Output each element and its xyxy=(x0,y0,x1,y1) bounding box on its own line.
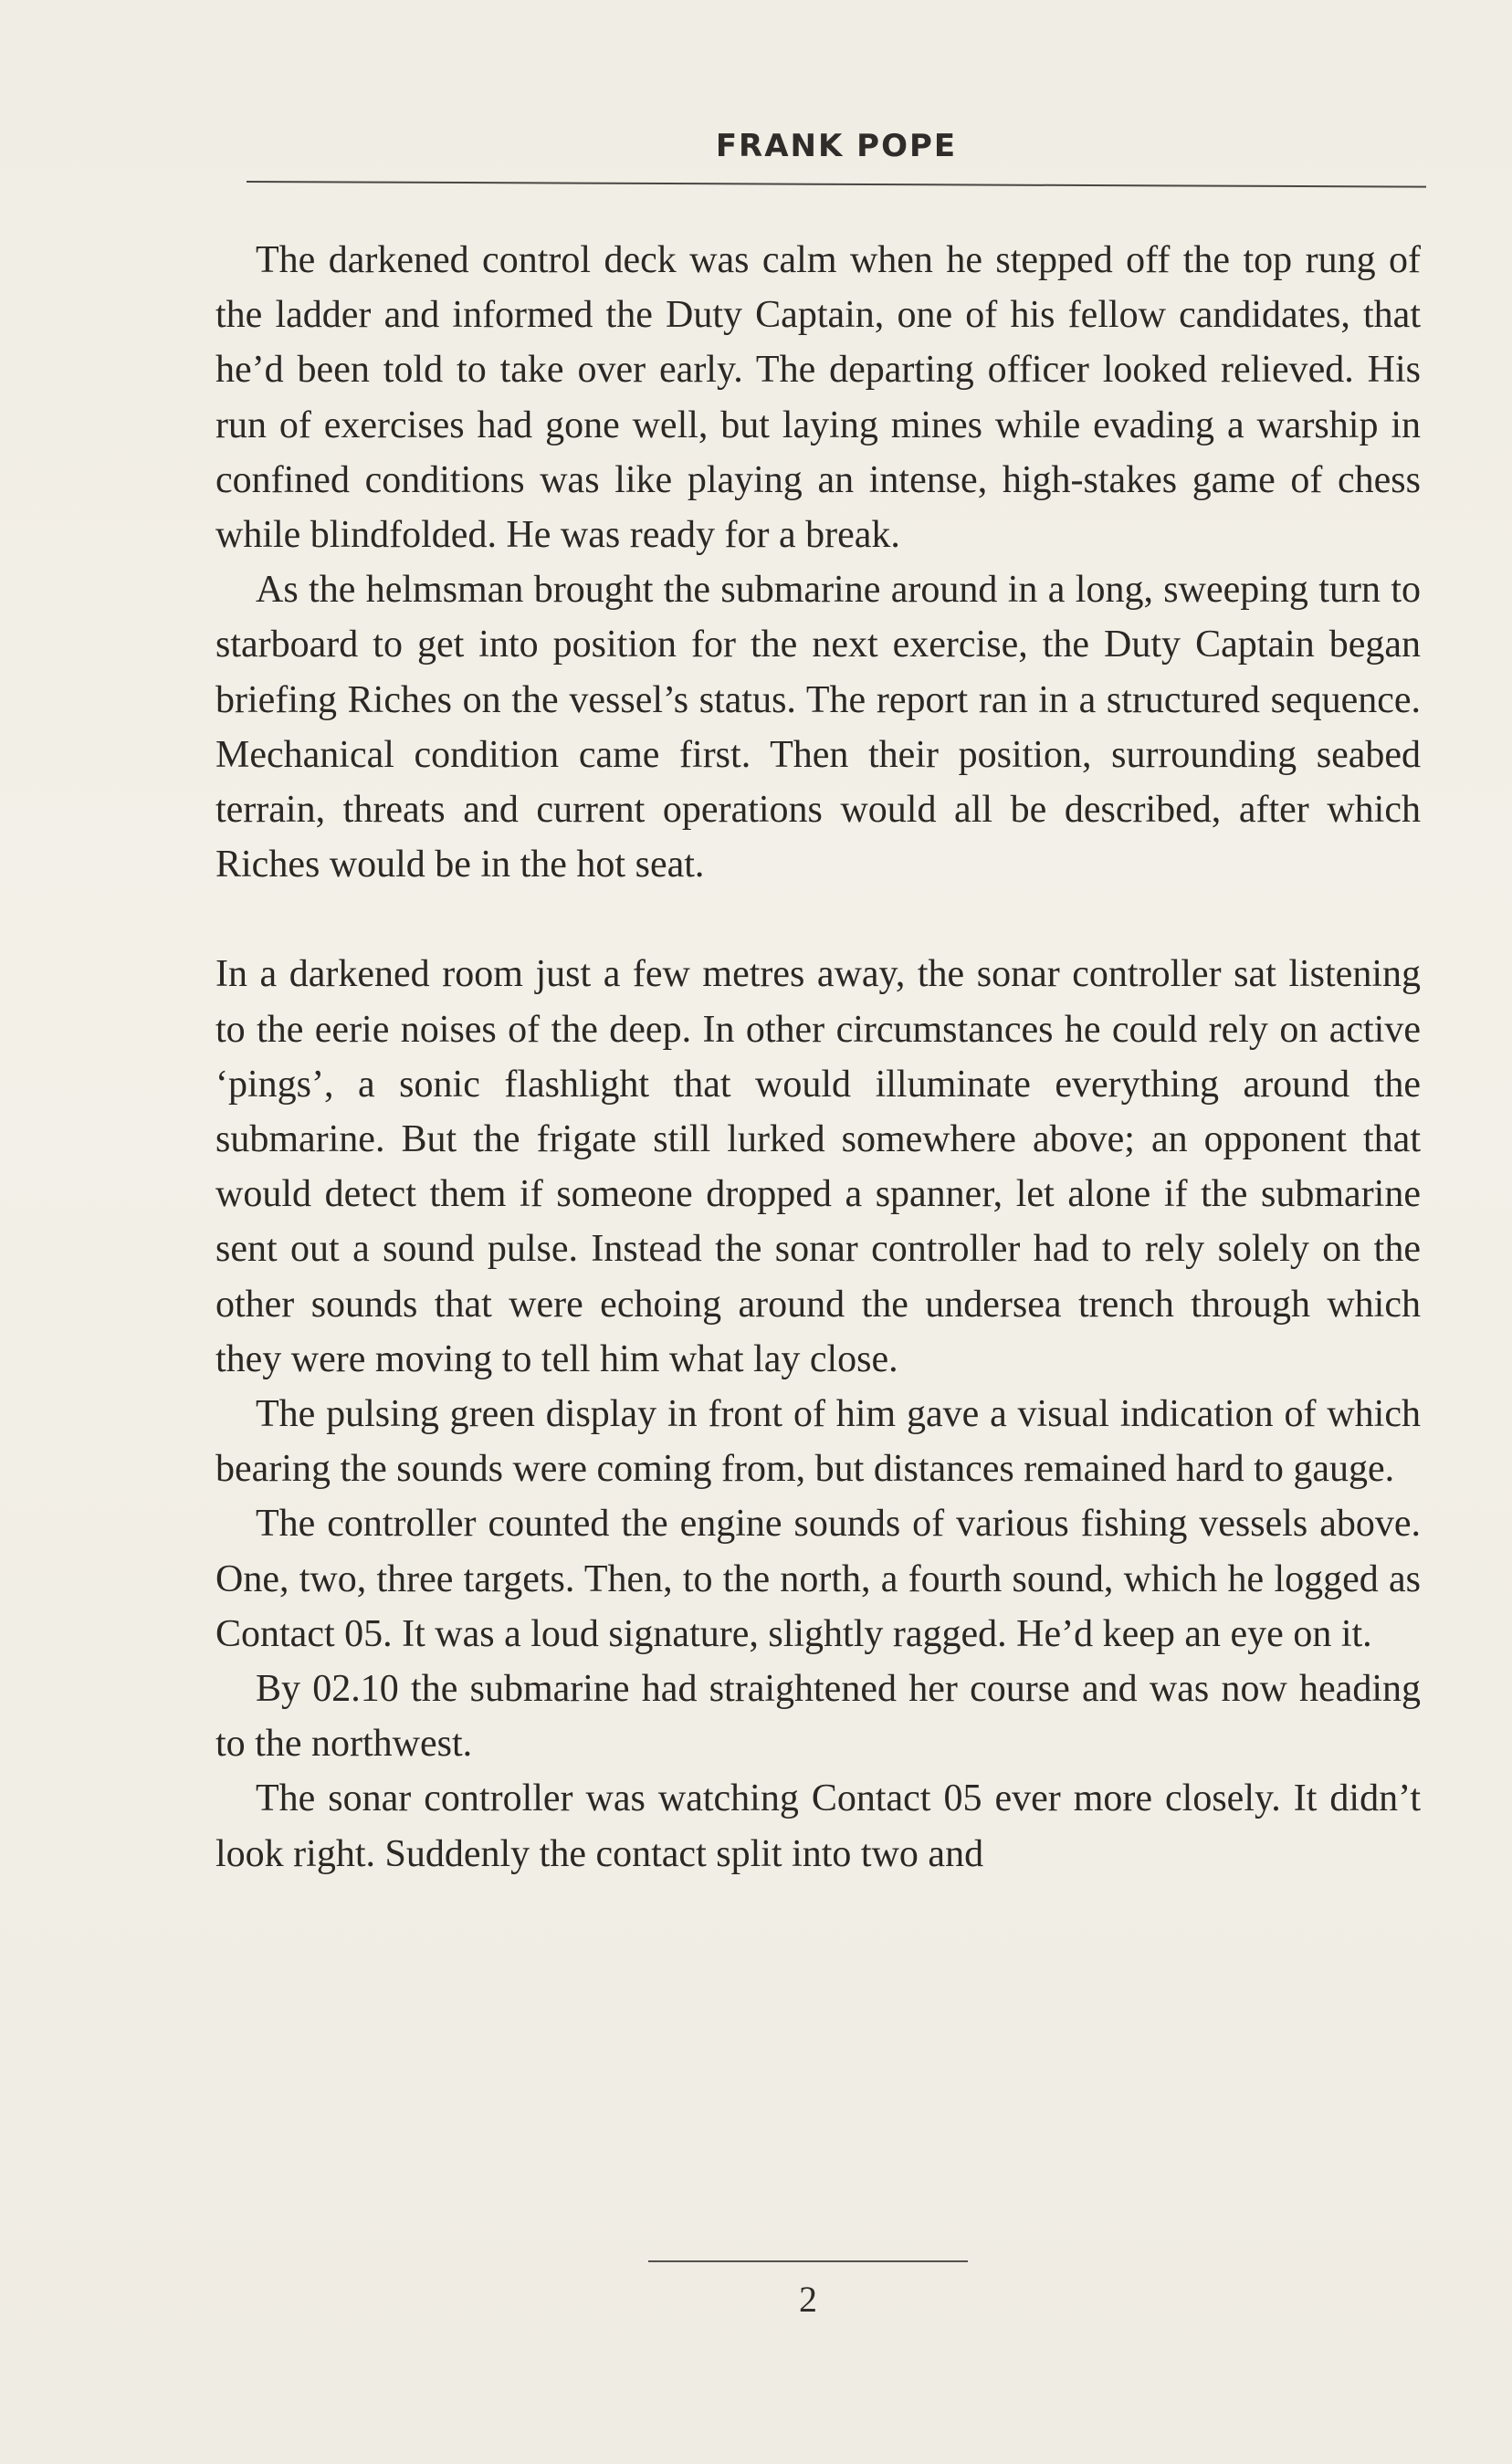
paragraph-2: As the helmsman brought the submarine around in a long, sweeping turn to starboard to get into position for the next exercise, the Duty Captain began briefing Riches on the vessel’s status. The report ran in a structured sequence. Mechanical condition came first. Then their position, surrounding seabed terrain, threats and current operations would all be described, after which Riches would be in the hot seat. xyxy=(215,569,1421,886)
author-name: FRANK POPE xyxy=(715,128,958,164)
paragraph-7: The sonar controller was watching Contact 05 ever more closely. It didn’t look right. Suddenly the contact split into two and xyxy=(215,1777,1421,1875)
header-rule xyxy=(247,181,1426,188)
paragraph-3: In a darkened room just a few metres away, the sonar controller sat listening to the eerie noises of the deep. In other circumstances he could rely on active ‘pings’, a sonic flashlight that would illuminate everything around the submarine. But the frigate still lurked somewhere above; an opponent that would detect them if someone dropped a spanner, let alone if the submarine sent out a sound pulse. Instead the sonar controller had to rely solely on the other sounds that were echoing around the undersea trench through which they were moving to tell him what lay close. xyxy=(215,953,1421,1380)
page-number: 2 xyxy=(799,2279,817,2320)
paragraph-1: The darkened control deck was calm when he stepped off the top rung of the ladder and informed the Duty Captain, one of his fellow candidates, that he’d been told to take over early. The departing officer looked relieved. His run of exercises had gone well, but laying mines while evading a warship in confined conditions was like playing an intense, high-stakes game of chess while blindfolded. He was ready for a break. xyxy=(215,239,1421,557)
paragraph-4: The pulsing green display in front of him gave a visual indication of which bearing the sounds were coming from, but distances remained hard to gauge. xyxy=(215,1393,1421,1491)
body-text xyxy=(215,233,1421,1882)
footer-rule xyxy=(648,2260,968,2262)
paragraph-5: The controller counted the engine sounds of various fishing vessels above. One, two, three targets. Then, to the north, a fourth sound, which he logged as Contact 05. It was a loud signature, slightly ragged. He’d keep an eye on it. xyxy=(215,1503,1421,1655)
running-head xyxy=(247,128,1426,183)
paragraph-6: By 02.10 the submarine had straightened her course and was now heading to the northwest. xyxy=(215,1668,1421,1766)
